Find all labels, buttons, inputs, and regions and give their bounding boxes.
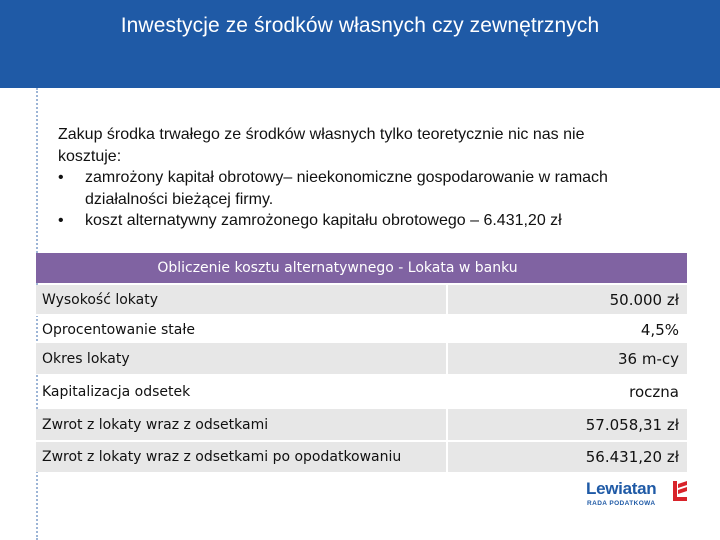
cell-divider <box>446 442 448 472</box>
row-value: 56.431,20 zł <box>585 448 679 466</box>
bullet-1-line-1: zamrożony kapitał obrotowy– nieekonomiczne gospodarowanie w ramach <box>85 169 608 186</box>
row-label: Zwrot z lokaty wraz z odsetkami <box>42 416 269 433</box>
intro-line-1: Zakup środka trwałego ze środków własnych tylko teoretycznie nic nas nie <box>58 126 585 143</box>
intro-text-block <box>58 124 708 232</box>
bullet-2-line-1: koszt alternatywny zamrożonego kapitału obrotowego – 6.431,20 zł <box>85 212 562 229</box>
bullet-1-line-2: działalności bieżącej firmy. <box>85 190 274 208</box>
logo-wordmark: Lewiatan <box>586 479 657 498</box>
intro-line-2: kosztuje: <box>58 147 122 165</box>
table-row <box>36 376 687 408</box>
bullet-mark-2: • <box>58 212 64 229</box>
row-value: 57.058,31 zł <box>585 415 679 434</box>
row-value: roczna <box>629 383 679 401</box>
table-header <box>36 253 687 283</box>
page-title: Inwestycje ze środków własnych czy zewnętrznych <box>120 14 600 37</box>
row-value: 50.000 zł <box>609 290 679 309</box>
table-row <box>36 409 687 440</box>
logo-emblem-icon <box>672 480 688 502</box>
title-bar <box>0 0 720 88</box>
table-header-label: Obliczenie kosztu alternatywnego - Lokata w banku <box>157 260 518 276</box>
bullet-item-2 <box>58 210 708 232</box>
row-label: Oprocentowanie stałe <box>42 321 195 338</box>
row-label: Okres lokaty <box>42 350 130 367</box>
table-row <box>36 442 687 472</box>
row-label: Kapitalizacja odsetek <box>42 384 191 400</box>
table-row <box>36 316 687 343</box>
cell-divider <box>446 343 448 374</box>
row-value: 4,5% <box>640 320 679 339</box>
row-label: Wysokość lokaty <box>42 291 159 308</box>
bullet-mark-1: • <box>58 169 64 186</box>
bullet-item-1 <box>58 167 708 210</box>
row-value: 36 m-cy <box>617 349 679 368</box>
table-row <box>36 285 687 314</box>
logo-subtitle: RADA PODATKOWA <box>587 500 656 507</box>
row-label: Zwrot z lokaty wraz z odsetkami po opodatkowaniu <box>42 449 402 465</box>
table-row <box>36 343 687 374</box>
lewiatan-logo <box>586 478 690 514</box>
cell-divider <box>446 285 448 314</box>
cell-divider <box>446 409 448 440</box>
